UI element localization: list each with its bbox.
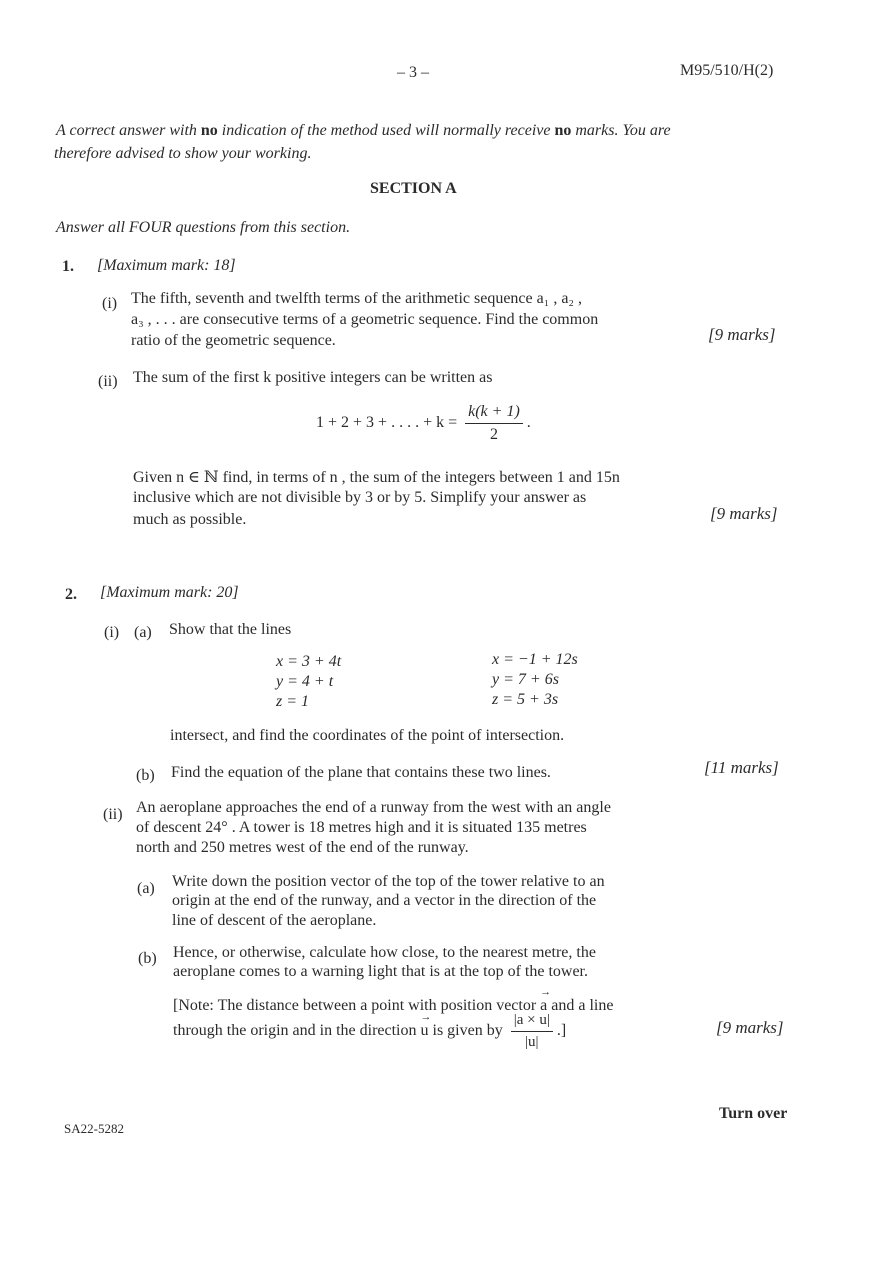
q2-part-i-a-label: (a): [134, 624, 152, 641]
sum-formula: 1 + 2 + 3 + . . . . + k = $\frac{k(k + 1)}{2}$ .: [316, 403, 531, 443]
q2-part-i-label: (i): [104, 624, 120, 641]
q2-part-ii-b-line-2: aeroplane comes to a warning light that is at the top of the tower.: [173, 963, 588, 980]
question-2-max-mark: [Maximum mark: 20]: [100, 584, 239, 601]
question-1-number: 1.: [62, 258, 74, 275]
instructions-line-2: therefore advised to show your working.: [54, 145, 312, 162]
note-line-1: [Note: The distance between a point with position vector → a and a line: [173, 997, 613, 1015]
q1-part-i-line-3: ratio of the geometric sequence.: [131, 332, 336, 349]
q2-part-ii-a-line-2: origin at the end of the runway, and a vector in the direction of the: [172, 892, 597, 909]
note-line-2: through the origin and in the direction → u is given by $\frac{|a \times u|}{|u|}$ .]: [173, 1012, 566, 1051]
turn-over: Turn over: [719, 1105, 788, 1122]
q1-part-ii-intro: The sum of the first k positive integers can be written as: [133, 369, 493, 386]
line-2-y: y = 7 + 6s: [492, 671, 559, 688]
line-2-x: x = −1 + 12s: [492, 651, 578, 668]
q2-part-ii-label: (ii): [103, 806, 123, 823]
q2-part-i-a-intro: Show that the lines: [169, 621, 292, 638]
section-subtitle: Answer all FOUR questions from this section.: [56, 219, 351, 236]
question-1-max-mark: [Maximum mark: 18]: [97, 257, 236, 274]
q1-part-i-line-1: The fifth, seventh and twelfth terms of the arithmetic sequence a₁ , a₂ ,: [131, 290, 582, 307]
q1-part-i-marks: [9 marks]: [708, 325, 776, 344]
q1-part-i-line-2: a₃ , . . . are consecutive terms of a geometric sequence. Find the common: [131, 311, 599, 328]
q1-part-ii-line-2: inclusive which are not divisible by 3 or by 5. Simplify your answer as: [133, 489, 587, 506]
q1-part-ii-label: (ii): [98, 373, 118, 390]
line-2-equations: [492, 651, 578, 711]
line-1-x: x = 3 + 4t: [276, 653, 342, 670]
distance-fraction: $\frac{|a \times u|}{|u|}$: [511, 1012, 553, 1051]
sum-fraction: $\frac{k(k + 1)}{2}$: [465, 403, 523, 444]
page-number: – 3 –: [397, 64, 429, 81]
paper-code: M95/510/H(2): [680, 62, 774, 79]
q2-part-ii-line-1: An aeroplane approaches the end of a runway from the west with an angle: [136, 799, 611, 816]
line-1-equations: [276, 653, 341, 713]
q2-part-ii-a-label: (a): [137, 880, 155, 897]
q2-part-ii-line-2: of descent 24° . A tower is 18 metres high and it is situated 135 metres: [136, 819, 587, 836]
q1-part-ii-line-3: much as possible.: [133, 511, 247, 528]
instructions-line-1: A correct answer with no indication of the method used will normally receive no marks. You are: [56, 122, 671, 139]
question-2-number: 2.: [65, 586, 77, 603]
q2-part-ii-b-line-1: Hence, or otherwise, calculate how close, to the nearest metre, the: [173, 944, 596, 961]
q2-part-i-marks: [11 marks]: [704, 758, 779, 777]
line-1-y: y = 4 + t: [276, 673, 334, 690]
q2-part-ii-line-3: north and 250 metres west of the end of the runway.: [136, 839, 469, 856]
q2-part-ii-b-label: (b): [138, 950, 157, 967]
line-1-z: z = 1: [276, 693, 310, 710]
footer-code: SA22-5282: [64, 1121, 124, 1136]
line-2-z: z = 5 + 3s: [492, 691, 559, 708]
q2-part-i-a-outro: intersect, and find the coordinates of the point of intersection.: [170, 727, 565, 744]
q2-part-i-b-text: Find the equation of the plane that contains these two lines.: [171, 764, 551, 781]
vector-a: → a: [540, 997, 547, 1015]
section-title: SECTION A: [370, 180, 457, 197]
q1-part-i-label: (i): [102, 295, 118, 312]
q2-part-ii-marks: [9 marks]: [716, 1018, 784, 1037]
q2-part-ii-a-line-3: line of descent of the aeroplane.: [172, 912, 377, 929]
q1-part-ii-marks: [9 marks]: [710, 504, 778, 523]
vector-u: → u: [421, 1022, 429, 1040]
q2-part-ii-a-line-1: Write down the position vector of the top of the tower relative to an: [172, 873, 605, 890]
q1-part-ii-line-1: Given n ∈ ℕ find, in terms of n , the sum of the integers between 1 and 15n: [133, 469, 620, 486]
q2-part-i-b-label: (b): [136, 767, 155, 784]
